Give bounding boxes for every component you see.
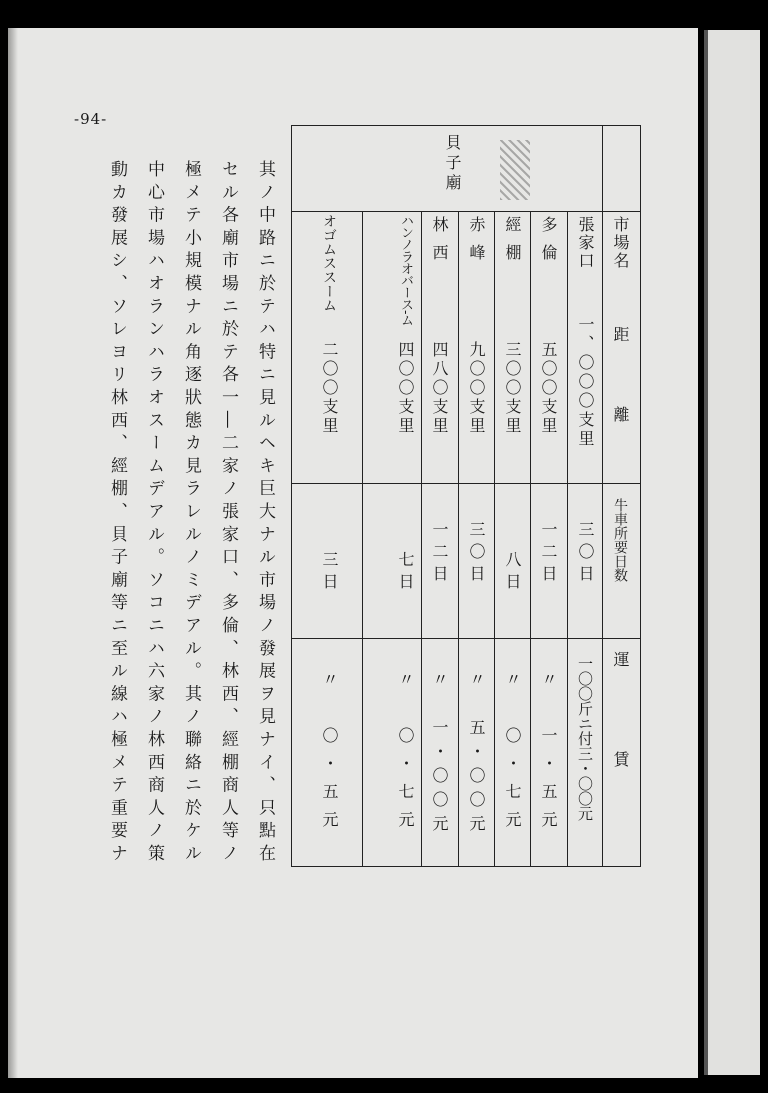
col-divider-4	[458, 211, 459, 866]
col-divider-header	[602, 126, 603, 866]
row-5-freight: 〃 一・〇〇元	[430, 671, 449, 839]
text-column-1: 其ノ中路ニ於テハ特ニ見ルヘキ巨大ナル市場ノ發展ヲ見ナイ、只點在	[255, 160, 275, 867]
header-divider	[292, 211, 640, 212]
row-4-freight: 〃 五・〇〇元	[467, 671, 486, 839]
col-divider-6	[362, 211, 363, 866]
row-4-distance: 九〇〇支里	[467, 341, 486, 436]
text-column-5: 動カ發展シ、ソレヨリ林西、經棚、貝子廟等ニ至ル線ハ極メテ重要ナ	[107, 160, 127, 867]
row-3-market: 經棚	[503, 216, 522, 272]
row-3-days: 八日	[503, 551, 522, 595]
row-6-freight: 〃 〇・七元	[396, 671, 415, 839]
text-column-2: セル各廟市場ニ於テ各一―二家ノ張家口、多倫、林西、經棚商人等ノ	[218, 160, 238, 867]
row-3-freight: 〃 〇・七元	[503, 671, 522, 839]
header-place: 貝子廟	[443, 134, 462, 194]
market-distance-table	[291, 125, 641, 867]
row-7-distance: 二〇〇支里	[320, 341, 339, 436]
row-1-freight: 一〇〇斤ニ付三・〇〇元	[576, 656, 594, 821]
row-1-market: 張家口	[576, 216, 595, 270]
row-6-distance: 四〇〇支里	[396, 341, 415, 436]
row-4-market: 赤峰	[467, 216, 486, 272]
row-6-days: 七日	[396, 551, 415, 595]
row-5-distance: 四八〇支里	[430, 341, 449, 436]
row-2-market: 多倫	[539, 216, 558, 272]
col-divider-1	[567, 211, 568, 866]
row-1-days: 三〇日	[576, 521, 595, 587]
next-page-edge	[708, 30, 760, 1075]
row-1-distance: 一、〇〇〇支里	[576, 316, 595, 449]
col-divider-5	[421, 211, 422, 866]
row-6-market: ハンノラオバース-ム	[398, 214, 413, 326]
row-2-distance: 五〇〇支里	[539, 341, 558, 436]
row-7-days: 三日	[320, 551, 339, 595]
header-distance: 距 離	[611, 326, 630, 446]
row-7-freight: 〃 〇・五元	[320, 671, 339, 839]
row-2-freight: 〃 一・五元	[539, 671, 558, 839]
row-4-days: 三〇日	[467, 521, 486, 587]
page-number: -94-	[74, 110, 108, 128]
row-3-distance: 三〇〇支里	[503, 341, 522, 436]
row-7-market: オゴムススーム	[321, 214, 337, 312]
row-divider-1	[292, 483, 640, 484]
row-divider-2	[292, 638, 640, 639]
col-divider-2	[530, 211, 531, 866]
row-2-days: 一二日	[539, 521, 558, 587]
header-market: 市場名	[611, 216, 630, 270]
header-freight: 運 賃	[611, 651, 630, 801]
text-column-3: 極メテ小規模ナル角逐狀態カ見ラレルノミデアル。其ノ聯絡ニ於ケル	[181, 160, 201, 867]
col-divider-3	[494, 211, 495, 866]
row-5-days: 一二日	[430, 521, 449, 587]
header-oxcart-days: 牛車所要日数	[612, 498, 628, 582]
text-column-4: 中心市場ハオランハラオスームデアル。ソコニハ六家ノ林西商人ノ策	[144, 160, 164, 867]
page-binding-shadow	[8, 28, 18, 1078]
row-5-market: 林西	[430, 216, 449, 272]
